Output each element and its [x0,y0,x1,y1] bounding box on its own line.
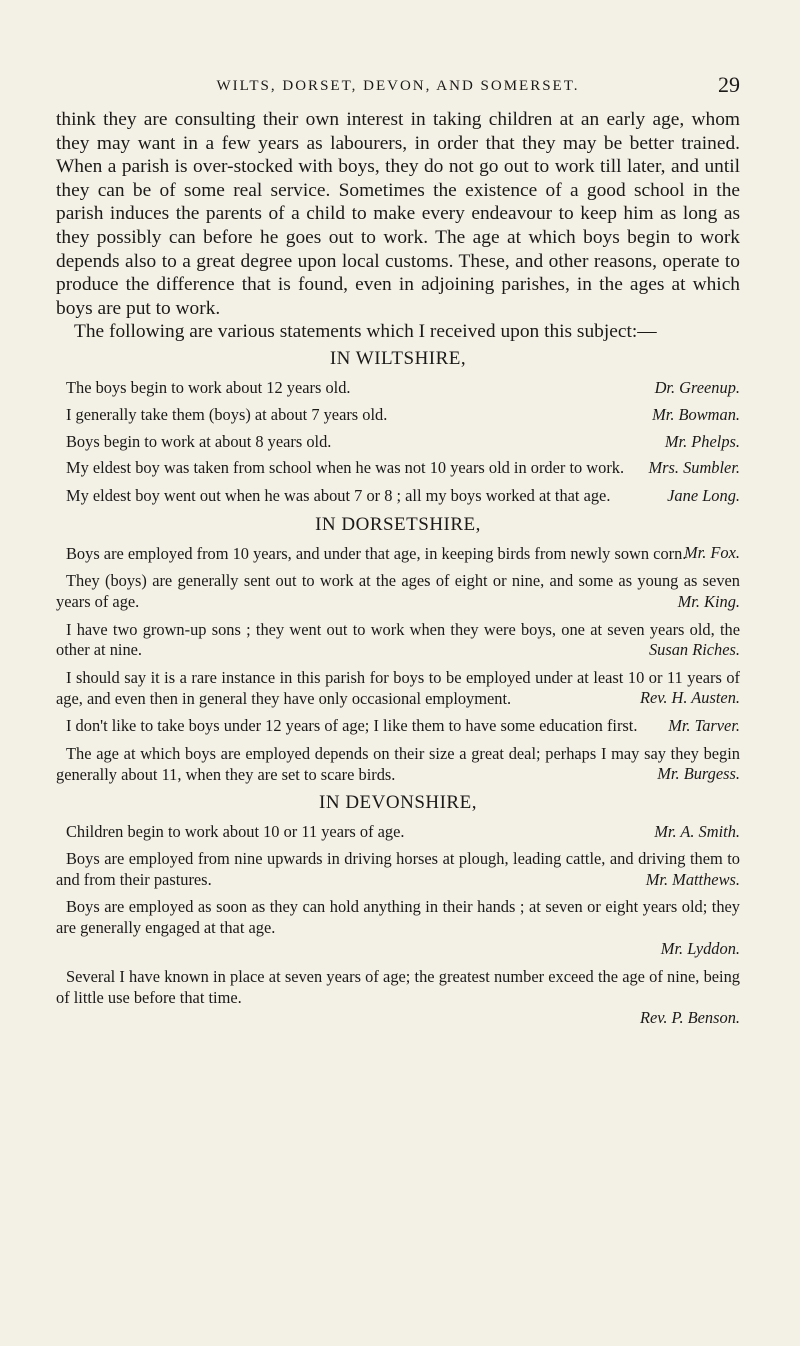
statement-author: Rev. H. Austen. [640,688,740,708]
statement [56,967,740,1029]
statement [56,716,740,737]
section-title-devonshire: IN DEVONSHIRE, [319,792,477,814]
statements-dorsetshire [56,544,740,786]
section-title-dorsetshire: IN DORSETSHIRE, [315,513,481,535]
statements-wiltshire [56,378,740,507]
statement [56,744,740,785]
statement [56,486,740,507]
statement-author: Mr. Fox. [684,543,740,563]
statement-author: Dr. Greenup. [654,377,740,397]
statement [56,571,740,612]
intro-paragraph: think they are consulting their own interest in taking children at an early age, whom they may want in a few years as labourers, in order that they may be better trained. When a parish is over-stocked with boys, they do not go out to work till later, and until they can be of some real service. Sometimes the existence of a good school in the parish induces the parents of a child to make every endeavour to keep him as long as they possibly can before he goes out to work. The age at which boys begin to work depends also to a great degree upon local customs. These, and other reasons, operate to produce the difference that is found, even in adjoining parishes, in the ages at which boys are put to work. [56,109,740,319]
statement [56,849,740,890]
statement-author: Rev. P. Benson. [640,1008,740,1028]
statement-text: Boys are employed from 10 years, and under that age, in keeping birds from newly sown corn. [66,543,687,563]
statement [56,432,740,453]
statement-author: Jane Long. [667,485,740,505]
page-header [56,72,740,108]
intro-paragraph: The following are various statements which I received upon this subject:— [74,321,657,343]
statement-author: Mrs. Sumbler. [648,458,740,478]
statement-text: I have two grown-up sons ; they went out to work when they were boys, one at seven years old, the other at nine. [56,619,740,660]
statement-text: I should say it is a rare instance in this parish for boys to be employed under at least 10 or 11 years of age, and even then in general they have only occasional employment. [56,667,740,708]
statement [56,897,740,959]
page-number: 29 [718,72,740,97]
statement-text: Boys are employed as soon as they can hold anything in their hands ; at seven or eight years old; they are generally engaged at that age. [56,897,740,938]
statement-text: The age at which boys are employed depends on their size a great deal; perhaps I may say they begin generally about 11, when they are set to scare birds. [56,743,740,784]
statement [56,544,740,565]
statement [56,668,740,709]
statement-text: I don't like to take boys under 12 years of age; I like them to have some education first. [66,716,638,736]
statement-text: My eldest boy went out when he was about 7 or 8 ; all my boys worked at that age. [66,485,611,505]
statement-text: Several I have known in place at seven years of age; the greatest number exceed the age of nine, being of little use before that time. [56,966,740,1007]
statements-devonshire [56,822,740,1029]
statement-author: Mr. A. Smith. [654,822,740,842]
statement-author: Mr. Matthews. [645,869,740,889]
statement-text: Boys begin to work at about 8 years old. [66,431,332,451]
statement [56,822,740,843]
statement-author: Mr. Lyddon. [660,939,740,959]
running-head: WILTS, DORSET, DEVON, AND SOMERSET. [216,78,580,94]
statement-text: Boys are employed from nine upwards in driving horses at plough, leading cattle, and driving them to and from their pastures. [56,849,740,889]
section-title-wiltshire: IN WILTSHIRE, [329,347,467,369]
statement-text: I generally take them (boys) at about 7 years old. [66,404,388,424]
statement [56,378,740,399]
statement [56,620,740,661]
statement-author: Susan Riches. [648,640,740,660]
statement-author: Mr. Burgess. [657,764,740,784]
statement [56,458,740,479]
statement-author: Mr. Phelps. [664,431,740,451]
statement-text: The boys begin to work about 12 years old. [66,377,351,397]
statement-author: Mr. Tarver. [668,716,740,736]
statement-text: They (boys) are generally sent out to work at the ages of eight or nine, and some as young as seven years of age. [56,571,740,611]
statement-author: Mr. King. [677,591,740,611]
statement [56,405,740,426]
book-page [56,72,740,1036]
statement-text: My eldest boy was taken from school when he was not 10 years old in order to work. [66,458,625,478]
statement-author: Mr. Bowman. [652,404,740,424]
statement-text: Children begin to work about 10 or 11 years of age. [66,822,405,842]
intro-text [56,108,740,344]
